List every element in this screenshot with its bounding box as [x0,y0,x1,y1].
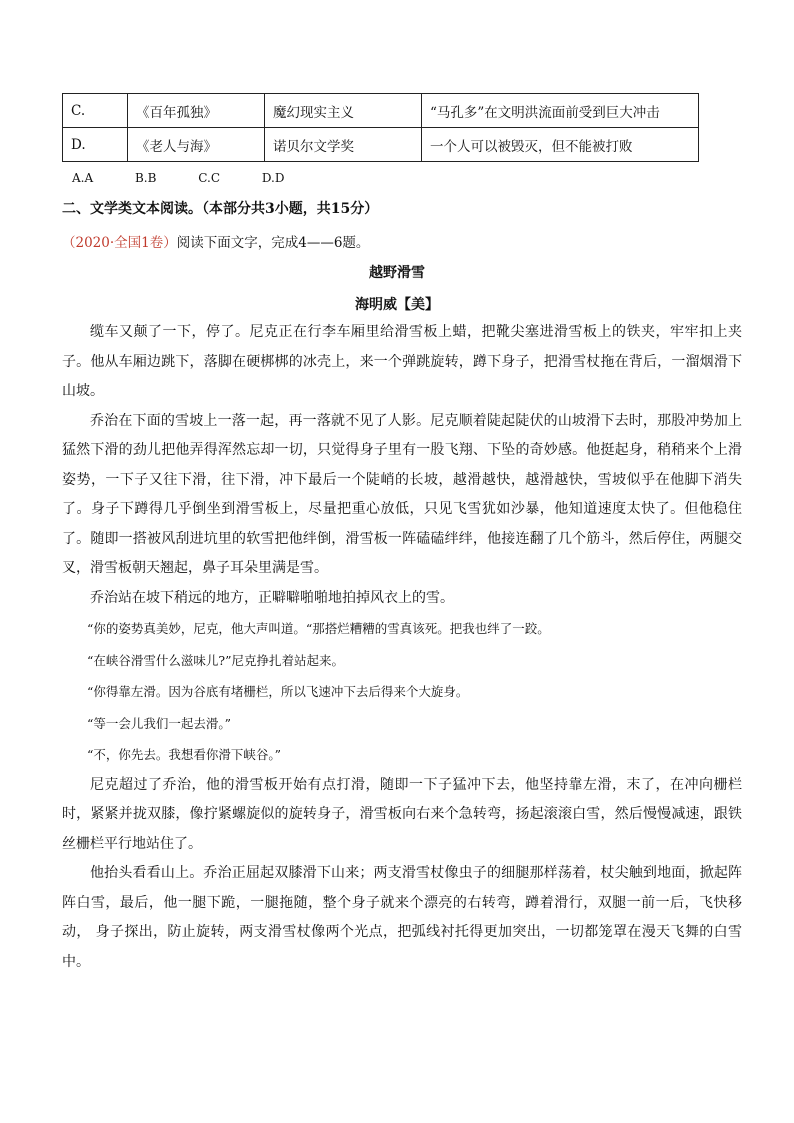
paragraph: 乔治在下面的雪坡上一落一起，再一落就不见了人影。尼克顺着陡起陡伏的山坡滑下去时，那股冲势加上猛然下滑的劲儿把他弄得浑然忘却一切，只觉得身子里有一股飞翔、下坠的奇妙感。他挺起身，稍稍来个上滑姿势，一下子又往下滑，往下滑，冲下最后一个陡峭的长坡，越滑越快，越滑越快，雪坡似乎在他脚下消失了。身子下蹲得几乎倒坐到滑雪板上，尽量把重心放低，只见飞雪犹如沙暴，他知道速度太快了。但他稳住了。随即一搭被风刮进坑里的软雪把他绊倒，滑雪板一阵磕磕绊绊，他接连翻了几个筋斗，然后停住，两腿交叉，滑雪板朝天翘起，鼻子耳朵里满是雪。 [62,412,742,576]
paragraph: 缆车又颠了一下，停了。尼克正在行李车厢里给滑雪板上蜡，把靴尖塞进滑雪板上的铁夹，牢牢扣上夹子。他从车厢边跳下，落脚在硬梆梆的冰壳上，来一个弹跳旋转，蹲下身子，把滑雪杖拖在背后，一溜烟滑下山坡。 [62,324,742,399]
reading-intro [62,231,369,251]
answer-choice: B.B [134,171,157,185]
section-heading: 二、文学类文本阅读。（本部分共3小题，共15分） [62,201,379,217]
paragraph: 他抬头看看山上。乔治正屈起双膝滑下山来；两支滑雪杖像虫子的细腿那样荡着，杖尖触到地面，掀起阵阵白雪，最后，他一腿下跪，一腿拖随，整个身子就来个漂亮的右转弯，蹲着滑行，双腿一前一后，飞快移动， 身子探出，防止旋转，两支滑雪杖像两个光点，把弧线衬托得更加突出，一切都笼罩在漫天飞舞的白雪中。 [62,865,742,970]
option-label: D. [63,128,128,162]
option-label: C. [63,94,128,128]
dialogue-line: “不，你先去。我想看你滑下峡谷。” [87,747,282,762]
paragraph: 尼克超过了乔治，他的滑雪板开始有点打滑，随即一下子猛冲下去，他坚持靠左滑，末了，在冲向栅栏时，紧紧并拢双膝，像拧紧螺旋似的旋转身子，滑雪板向右来个急转弯，扬起滚滚白雪，然后慢慢减速，跟铁丝栅栏平行地站住了。 [62,776,742,852]
answer-choice: A.A [72,171,94,185]
answer-choice: D.D [261,171,285,185]
dialogue-line: “等一会儿我们一起去滑。” [87,715,232,731]
paragraph: 乔治站在坡下稍远的地方，正噼噼啪啪地拍掉风衣上的雪。 [90,589,454,606]
intro-text: 阅读下面文字，完成4——6题。 [176,235,370,251]
answer-choice: C.C [198,171,221,185]
article-body [62,318,742,977]
style-cell: 诺贝尔文学奖 [265,128,422,162]
dialogue-line: “你的姿势真美妙，尼克，他大声叫道。“那搭烂糟糟的雪真该死。把我也绊了一跤。 [87,621,550,636]
article-author: 海明威【美】 [355,297,439,313]
note-cell: “马孔多”在文明洪流面前受到巨大冲击 [422,94,699,128]
dialogue-line: “在峡谷滑雪什么滋味儿?”尼克挣扎着站起来。 [87,652,344,668]
answer-choices [72,171,322,185]
note-cell: 一个人可以被毁灭，但不能被打败 [422,128,699,162]
work-title: 《老人与海》 [128,128,265,162]
dialogue-line: “你得靠左滑。因为谷底有堵栅栏，所以飞速冲下去后得来个大旋身。 [87,684,469,699]
table-row [63,128,699,162]
options-table [62,93,699,162]
table-row [63,94,699,128]
article-title: 越野滑雪 [369,265,425,281]
source-tag: （2020·全国1卷） [62,235,177,251]
style-cell: 魔幻现实主义 [265,94,422,128]
work-title: 《百年孤独》 [128,94,265,128]
